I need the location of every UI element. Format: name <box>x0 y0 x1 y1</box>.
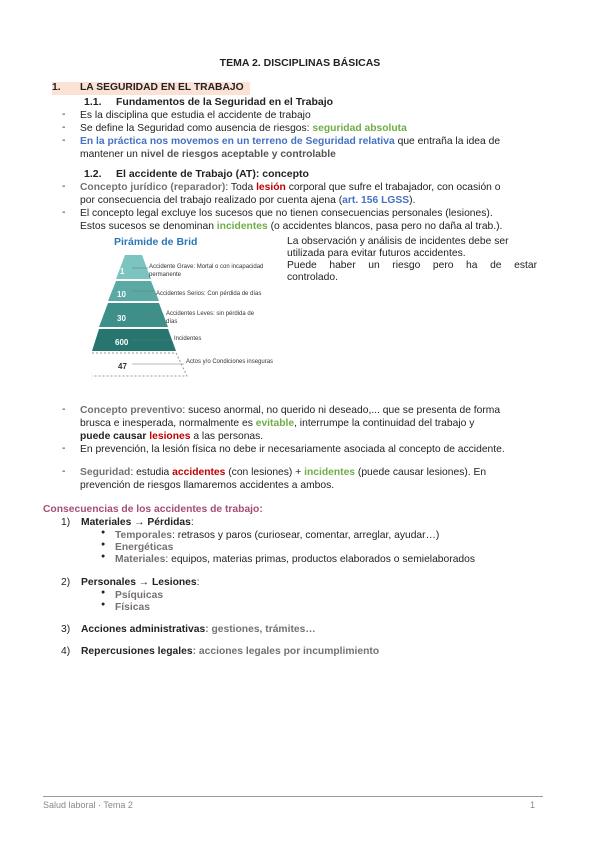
pyramid-value-1: 1 <box>120 267 125 276</box>
footer-label: Salud laboral · Tema 2 <box>43 800 133 810</box>
s11-line-4: mantener un nivel de riesgos aceptable y controlable <box>80 149 336 160</box>
section-1-heading <box>52 82 250 95</box>
side-note-line-1: La observación y análisis de incidentes debe ser <box>287 236 509 247</box>
side-note-line-3: Puede haber un riesgo pero ha de estar <box>287 260 537 271</box>
seg-line-2: prevención de riesgos llamaremos accidentes a ambos. <box>80 480 335 491</box>
cons-item-3: 3) Acciones administrativas: gestiones, trámites… <box>61 624 316 635</box>
section-title: LA SEGURIDAD EN EL TRABAJO <box>80 82 244 93</box>
cons-item-2: 2) Personales → Lesiones: <box>61 577 200 588</box>
s11-line-3: En la práctica nos movemos en un terreno de Seguridad relativa que entraña la idea de <box>80 136 501 147</box>
cons-item-4: 4) Repercusiones legales: acciones legales por incumplimiento <box>61 646 380 657</box>
section-1-2-heading <box>84 168 309 180</box>
dash: - <box>62 466 66 477</box>
cons-item-1c: Materiales: equipos, materias primas, productos elaborados o semielaborados <box>115 554 476 565</box>
prev-line-4: En prevención, la lesión física no debe ir necesariamente asociada al concepto de accidente. <box>80 444 505 455</box>
s12-line-2: por consecuencia del trabajo realizado por cuenta ajena (art. 156 LGSS). <box>80 195 416 206</box>
prev-line-3: puede causar lesiones a las personas. <box>80 431 264 442</box>
pyramid-figure <box>92 234 287 384</box>
pyramid-value-4: 600 <box>115 338 129 347</box>
dash: - <box>62 207 66 218</box>
bullet: ● <box>101 601 106 608</box>
s12-line-4: Estos sucesos se denominan incidentes (o accidentes blancos, pasa pero no daña al trab.). <box>80 221 503 232</box>
dash: - <box>62 181 66 192</box>
side-note-line-2: utilizada para evitar futuros accidentes. <box>287 248 466 259</box>
bullet: ● <box>101 529 106 536</box>
pyramid-label-3: Accidentes Leves: sin pérdida de días <box>166 311 255 325</box>
s12-line-1: Concepto jurídico (reparador): Toda lesión corporal que sufre el trabajador, con ocasión o <box>80 182 501 193</box>
pyramid-label-4: Incidentes <box>174 336 202 342</box>
s12-line-3: El concepto legal excluye los sucesos que no tienen consecuencias personales (lesiones). <box>80 208 493 219</box>
pyramid-value-3: 30 <box>117 314 126 323</box>
cons-item-1: 1) Materiales → Pérdidas: <box>61 517 194 528</box>
bullet: ● <box>101 541 106 548</box>
cons-item-2b: Físicas <box>115 602 150 613</box>
cons-item-2a: Psíquicas <box>115 590 164 601</box>
section-number: 1.1. <box>84 96 102 108</box>
prev-line-2: brusca e inesperada, normalmente es evitable, interrumpe la continuidad del trabajo y <box>80 418 475 429</box>
section-title: Fundamentos de la Seguridad en el Trabajo <box>116 96 334 108</box>
section-number: 1. <box>52 82 61 93</box>
pyramid-label-1: Accidente Grave: Mortal o con incapacidad permanente <box>149 264 264 278</box>
pyramid-title: Pirámide de Brid <box>114 236 198 248</box>
side-note-line-4: controlado. <box>287 272 338 283</box>
dash: - <box>62 109 66 120</box>
page-number: 1 <box>530 800 536 810</box>
s11-line-2: Se define la Seguridad como ausencia de riesgos: seguridad absoluta <box>80 123 407 134</box>
bullet: ● <box>101 553 106 560</box>
dash: - <box>62 122 66 133</box>
page-title: TEMA 2. DISCIPLINAS BÁSICAS <box>219 57 381 69</box>
section-number: 1.2. <box>84 168 102 180</box>
pyramid-value-5: 47 <box>118 362 127 371</box>
dash: - <box>62 404 66 415</box>
section-1-1-heading <box>84 96 333 108</box>
dash: - <box>62 443 66 454</box>
footer-rule <box>43 796 543 797</box>
consequences-heading: Consecuencias de los accidentes de trabajo: <box>43 504 263 515</box>
pyramid-label-5: Actos y/o Condiciones inseguras <box>186 359 274 365</box>
cons-item-1a: Temporales: retrasos y paros (curiosear, comentar, arreglar, ayudar…) <box>115 530 440 541</box>
dash: - <box>62 135 66 146</box>
pyramid-value-2: 10 <box>117 290 126 299</box>
bullet: ● <box>101 589 106 596</box>
pyramid-level-5 <box>92 353 187 376</box>
seg-line-1: Seguridad: estudia accidentes (con lesiones) + incidentes (puede causar lesiones). En <box>80 467 487 478</box>
s11-line-1: Es la disciplina que estudia el accidente de trabajo <box>80 110 311 121</box>
pyramid-label-2: Accidentes Serios: Con pérdida de días <box>156 291 262 297</box>
section-title: El accidente de Trabajo (AT): concepto <box>116 168 309 180</box>
cons-item-1b: Energéticas <box>115 542 174 553</box>
prev-line-1: Concepto preventivo: suceso anormal, no querido ni deseado,... que se presenta de forma <box>80 405 501 416</box>
